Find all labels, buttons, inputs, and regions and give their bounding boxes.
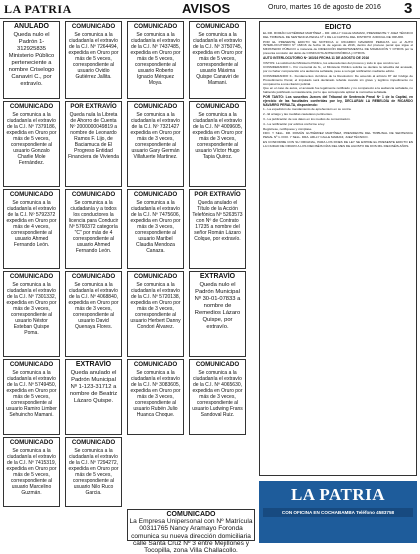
ad-body: Queda anulado el Padrón Municipal Nº 1-123-31712 a nombre de Beatriz Lázaro Quispe. — [69, 369, 118, 404]
ad-body: Queda nula la Libreta de Ahorro de Cuenta Nº 2000000049819 a nombre de Leonardo Ramos F. Lijo, de Baciamuca de El Progreso Entidad Financiera de Vivienda — [68, 111, 119, 161]
wide-notice — [127, 509, 255, 554]
ad-title: COMUNICADO — [133, 191, 178, 198]
classified-ad — [189, 189, 246, 269]
ad-title: ANULADO — [14, 23, 49, 30]
edicto-paragraph: POR TANTO: Los suscritos Jueces del Tribunal de Sentencia Penal Nº 1 de la Capital, en ejercicio de las facultades conferidas por ley, DECLARAN LA REBELDÍA de RICARDO NAVARRO PERALTA, disponiendo: — [263, 94, 413, 107]
ad-title: COMUNICADO — [195, 103, 240, 110]
classified-ad — [65, 21, 122, 99]
ad-body: Queda anulado el Título de la Acción Telefónica Nº 5263573 con Nº de Contrato 17235 a nombre del señor Román Lázaro Colque, por extravío. — [192, 199, 243, 243]
ad-title: COMUNICADO — [9, 439, 54, 446]
ad-title: COMUNICADO — [195, 23, 240, 30]
edicto-paragraph: FDO. Y SELL. DR. ROMÁN GUTIÉRREZ MARTÍNEZ, PRESIDENTE DEL TRIBUNAL DE SENTENCIA PENAL Nº 1. FDO. Y SELL. DRA. ARLLY CALLE MAMANI, JUEZ TÉCNICO. — [263, 131, 413, 140]
classified-ad — [127, 101, 184, 187]
ad-title: COMUNICADO — [71, 273, 116, 280]
ad-title: COMUNICADO — [71, 23, 116, 30]
classified-ad — [189, 101, 246, 187]
classified-ad — [189, 21, 246, 99]
page-header — [0, 0, 420, 19]
classified-ad — [3, 101, 60, 187]
ad-body: Se comunica a la ciudadanía el extravío de la C.I. Nº 7475606, expedida en Oruro por más de 3 veces, correspondiente al usuario Maribel Claudia Mendoza Canaza. — [130, 199, 181, 255]
classified-ad — [127, 189, 184, 269]
edicto-paragraph: CONSIDERANDO II.- Fundamentos Jurídicos de la Resolución: De acuerdo al artículo 87 del Código de Procedimiento Penal, el imputado será declarado rebelde cuando sin grave y legítimo impedimento no comparezca a una citación judicial. — [263, 73, 413, 86]
ad-body: Se comunica a la ciudadanía el extravío de la C.I. Nº 7415319, expedida en Oruro por más de 5 veces, correspondiente al usuario Marcelino Guzmán. — [6, 447, 57, 497]
edicto-paragraph: 4.- La notificación por edictos conforme a ley. — [263, 121, 326, 126]
ad-title: COMUNICADO — [71, 439, 116, 446]
ad-body: Se comunica a la ciudadanía el extravío de la C.I. Nº 7437485, expedida en Oruro por más de 5 veces, correspondiente al usuario Roberto Ignacio Mérquez Moya. — [130, 31, 181, 87]
edicto-paragraph: Que en el caso de autos, el acusado fue legalmente notificado y no compareció a la audiencia señalada, no habiendo justificado su inasistencia, por lo que corresponde aplicar la normativa señalada. — [263, 86, 413, 95]
ad-title: COMUNICADO — [133, 103, 178, 110]
classified-ad — [3, 359, 60, 435]
classified-ad — [189, 271, 246, 357]
edicto-paragraph: EL DR. ROMÁN GUTIÉRREZ MARTÍNEZ – DR. ARLLY CALLE MAMANI, PRESIDENTE Y JUEZ TÉCNICO DEL TRIBUNAL DE SENTENCIA PENAL Nº 1 DE LA CAPITAL DEL DISTRITO JUDICIAL DE ORURO. — [263, 31, 413, 39]
ad-title: COMUNICADO — [71, 191, 116, 198]
wide-notice-body: La Empresa Unipersonal con Nº Matrícula 00311765 Nancy Aramayo Foronda comunica su nueva dirección domiciliaria calle Santa Cruz Nº 3 entre Mejillones y Tocopilla, zona Villa Challacollo. — [129, 518, 253, 554]
ad-body: Se comunica a la ciudadanía el extravío de la C.I. Nº 4068840, expedida en Oruro por más de 3 veces, correspondiente al usuario David Quenaya Flores. — [68, 281, 119, 331]
classified-ad — [189, 359, 246, 435]
ad-title: POR EXTRAVÍO — [194, 191, 241, 198]
ad-title: POR EXTRAVÍO — [70, 103, 117, 110]
ad-body: Se comunica a la ciudadanía el extravío de la C.I. Nº 3750745, expedida en Oruro por más de 5 veces, correspondiente al usuario Máxima Quispe Canaviri de Mamani. — [192, 31, 243, 87]
edicto-title: EDICTO — [324, 24, 352, 31]
classified-ad — [3, 21, 60, 99]
ad-title: COMUNICADO — [9, 273, 54, 280]
classified-ad — [127, 271, 184, 357]
wide-notice-title: COMUNICADO — [166, 511, 216, 518]
edicto-paragraph: 1.- La expedición de mandamiento de aprehensión en su contra. — [263, 107, 352, 112]
section-title: AVISOS — [182, 1, 231, 16]
dateline: Oruro, martes 16 de agosto de 2016 — [268, 4, 381, 11]
classified-ad — [65, 359, 122, 435]
edicto-notice — [259, 21, 417, 476]
ad-body: Se comunica a la ciudadanía y a todos los conductores la licencia para Conducir Nº 5760372 categoría "C" por más de 4 correspondiente al usuario Ahmed Fernando León. — [68, 199, 119, 255]
ad-title: COMUNICADO — [9, 191, 54, 198]
edicto-paragraph: VISTOS: La solicitud del Ministerio Público, los antecedentes del proceso y todo lo que convino ver. — [263, 60, 400, 65]
edicto-paragraph: 3.- La publicación de sus datos en los medios de comunicación. — [263, 116, 351, 121]
edicto-paragraph: CONSIDERANDO I.- Por memorial de fs., el Ministerio Público solicita se declare la rebeldía del acusado, por no haber comparecido a la audiencia señalada, pese a su legal notificación mediante edicto. — [263, 65, 413, 74]
classified-ad — [65, 189, 122, 269]
ad-body: Se comunica a la ciudadanía el extravío de la C.I. Nº 7264494, expedida en Oruro por más de 5 veces, correspondiente al usuario Ovidio Gutiérrez Jallita. — [68, 31, 119, 81]
classified-ad — [3, 271, 60, 357]
ad-body: Se comunica a la ciudadanía el extravío de la C.I. Nº 7294272, expedida en Oruro por más de 5 veces, correspondiente al usuario Nilo Ruco Garcia. — [68, 447, 119, 497]
ad-body: Se comunica a la ciudadanía el extravío de la C.I. Nº 3083605, expedida en Oruro por más de 3 veces, correspondiente al usuario Rubén Julio Huanca Choque. — [130, 369, 181, 419]
ad-body: Se comunica a la ciudadanía el extravío de la C.I. Nº 7301332, expedida en Oruro por más de 3 veces, correspondiente al usuario Néstor Esteban Quispe Poma. — [6, 281, 57, 337]
edicto-paragraph: POR EL PRESENTE EDICTO SE NOTIFICA A: RICARDO NAVARRO PERALTA con el AUTO INTERLOCUTORIO Nº 163/16 de fecha 11 de agosto de 2016, dentro del proceso penal que sigue el MINISTERIO PÚBLICO a instancia de DIRECCIÓN DEPARTAMENTAL DE MIGRACIÓN Y OTROS por la presunta comisión del delito de CONDUCTA ANTIECONÓMICA y OTROS. — [263, 39, 413, 55]
classified-ad — [127, 21, 184, 99]
ad-title: COMUNICADO — [9, 361, 54, 368]
ad-body: Se comunica a la ciudadanía el extravío de la C.I. Nº 7321427 expedida en Oruro por más de 3 veces, correspondiente al usuario Gary Germán Villafuerte Martinez. — [130, 111, 181, 161]
classified-ad — [3, 189, 60, 269]
edicto-paragraph: 2.- El arraigo y las medidas cautelares pertinentes. — [263, 112, 333, 117]
classified-ad — [65, 437, 122, 507]
classified-ad — [3, 437, 60, 507]
ad-body: Se comunica a la ciudadanía el extravío de la C.I. Nº 5792372 expedida en Oruro por más de 4 veces, correspondiente al usuario Ahmed Fernando León. — [6, 199, 57, 249]
promo-line: CON OFICINA EN COCHABAMBA Teléfono 4583758 — [263, 508, 413, 517]
promo-logo: LA PATRIA — [290, 485, 386, 504]
classified-ad — [65, 101, 122, 187]
ad-body: Queda nulo el Padrón 1-312925835 Ministerio Público perteneciente a nombre Criselogo Canaviri C., por extravío. — [8, 31, 55, 87]
ad-title: COMUNICADO — [133, 273, 178, 280]
ad-title: EXTRAVÍO — [75, 361, 112, 368]
edicto-paragraph: ES CONFORME CON SU ORIGINAL, PARA LOS FINES DE LEY SE EXPIDE EL PRESENTE EDICTO EN LA CIUDAD DE ORURO A LOS DIECISÉIS DÍAS DEL MES DE AGOSTO DE DOS MIL DIECISÉIS AÑOS. — [263, 139, 413, 148]
ad-title: COMUNICADO — [9, 103, 54, 110]
promo-banner — [259, 481, 417, 543]
ad-body: Se comunica a la ciudadanía el extravío de la C.I. Nº 5749450, expedida en Oruro por más de 5 veces, correspondiente al usuario Ramiro Limber Sehuincho Mamani. — [6, 369, 57, 419]
ad-body: Se comunica a la ciudadanía el extravío de la C.I. Nº 7379186, expedida en Oruro por más de 5 veces, correspondiente al usuario Gonzalo Charlie Mole Fernández. — [6, 111, 57, 167]
ad-title: COMUNICADO — [195, 361, 240, 368]
classified-ad — [65, 271, 122, 357]
ad-title: EXTRAVÍO — [199, 273, 236, 280]
ad-body: Queda nulo el Padrón Municipal Nº 30-01-07833 a nombre de Remedios Lázaro Quispe, por extravío. — [194, 281, 241, 330]
edicto-paragraph: Regístrese, notifíquese y cúmplase. — [263, 126, 313, 131]
page-number: 3 — [404, 0, 413, 17]
classified-ad — [127, 359, 184, 435]
ad-title: COMUNICADO — [133, 361, 178, 368]
ad-body: Se comunica a la ciudadanía el extravío de la C.I. Nº 5720138, expedida en Oruro por más de 3 veces, correspondiente al usuario Herbert Danny Condori Álvarez. — [130, 281, 181, 331]
edicto-paragraph: AUTO INTERLOCUTORIO Nº 163/16 FECHA 11 DE AGOSTO DE 2016 — [263, 55, 370, 60]
brand-name: LA PATRIA — [4, 2, 72, 16]
ad-body: Se comunica a la ciudadanía el extravío de la C.I. Nº 4065630, expedida en Oruro por más de 3 veces, correspondiente al usuario Ludwing Frans Sandoval Ruiz. — [192, 369, 243, 419]
ad-title: COMUNICADO — [133, 23, 178, 30]
ad-body: Se comunica a la ciudadanía el extravío de la C.I. Nº 4009605, expedida en Oruro por más de 3 veces, correspondiente al usuario Víctor Hugo Tapia Quiroz. — [192, 111, 243, 161]
